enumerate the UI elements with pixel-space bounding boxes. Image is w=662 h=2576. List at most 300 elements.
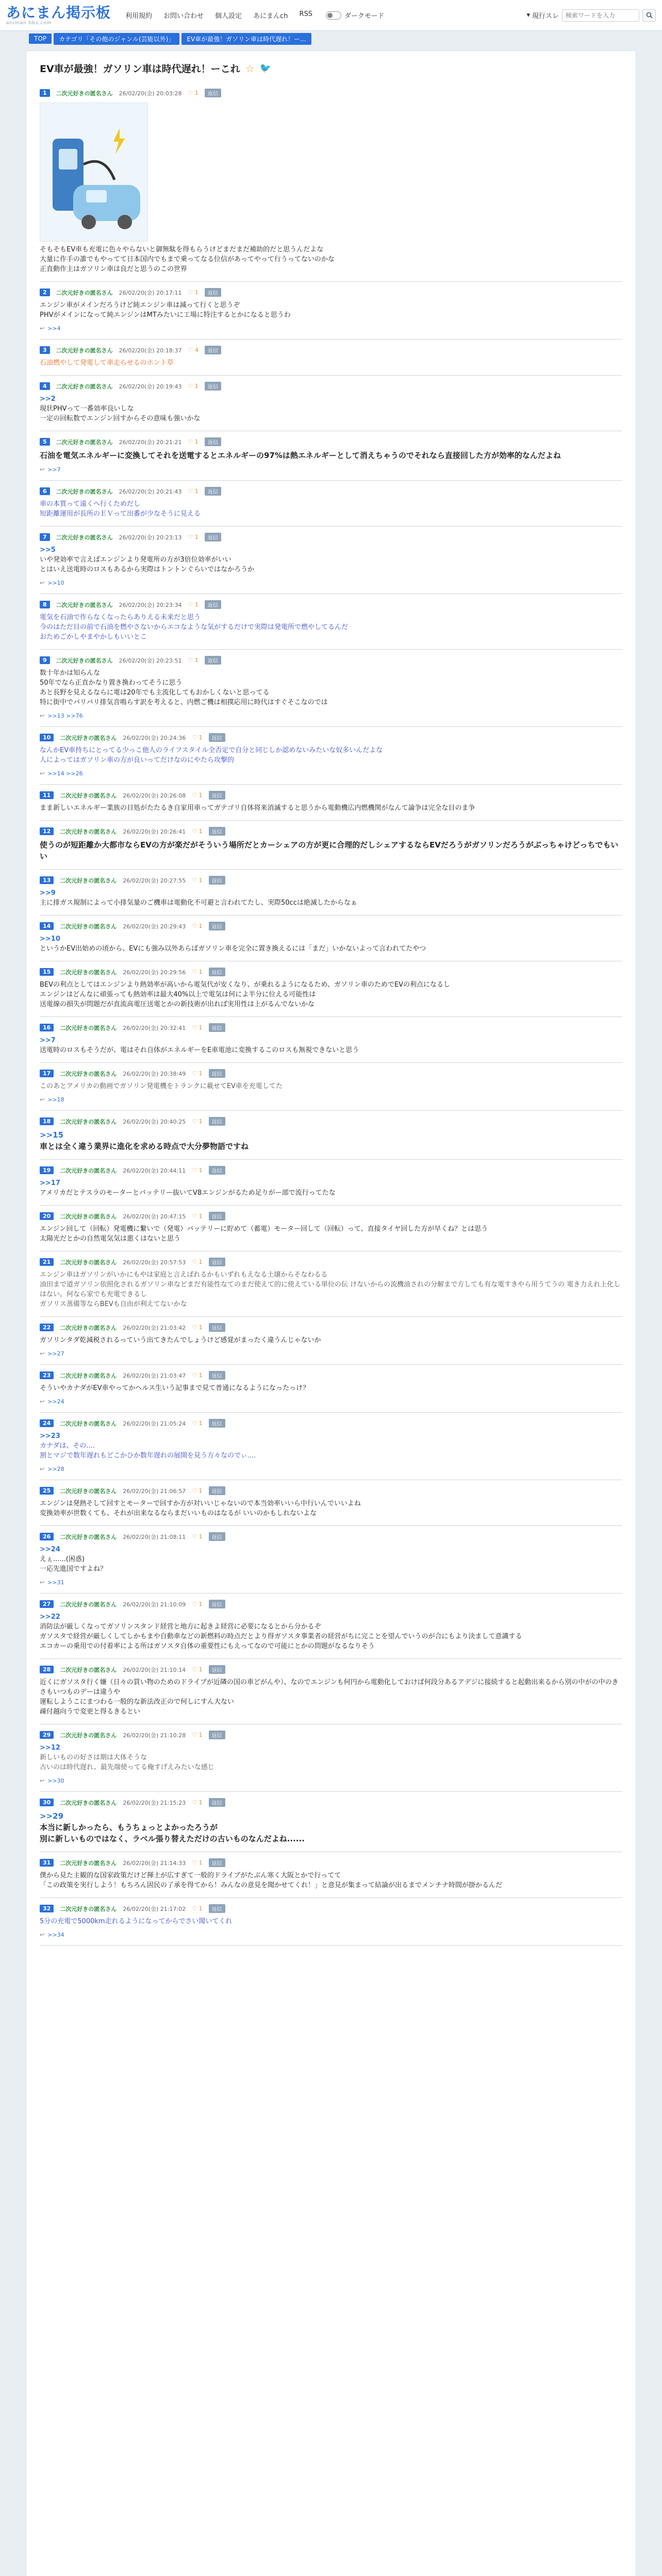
reply-links[interactable]: [40, 1398, 622, 1405]
reply-button[interactable]: 返信: [209, 1323, 225, 1332]
post-date: 26/02/20(金) 20:21:21: [119, 438, 182, 446]
post-header: [40, 1665, 622, 1674]
post-header: [40, 1371, 622, 1380]
like-button[interactable]: [192, 1024, 202, 1031]
reply-arrow-icon: ↩: [40, 580, 45, 586]
top-header: [0, 0, 662, 31]
reply-button[interactable]: 返信: [209, 733, 225, 742]
reply-button[interactable]: 返信: [205, 600, 221, 609]
reply-button[interactable]: 返信: [209, 1371, 225, 1380]
post-line: 送電線の損失が問題だが直流高電圧送電とかの新技術が出れば実用性は上がるんでないかな: [40, 1001, 315, 1008]
like-count: 1: [194, 289, 198, 296]
post: [40, 431, 622, 481]
post: [40, 1792, 622, 1852]
post-number[interactable]: 4: [40, 382, 50, 390]
reply-links[interactable]: [40, 1096, 622, 1103]
like-button[interactable]: [188, 90, 198, 96]
like-count: 1: [198, 1420, 203, 1427]
post-number[interactable]: 19: [40, 1166, 54, 1174]
like-button[interactable]: [188, 383, 198, 389]
post-number[interactable]: 5: [40, 438, 50, 446]
poster-name: 二次元好きの匿名さん: [60, 969, 117, 976]
like-button[interactable]: [192, 792, 202, 799]
search-area: [526, 9, 656, 22]
reply-button[interactable]: 返信: [209, 1166, 225, 1175]
heart-icon: ♡: [192, 1167, 199, 1174]
post: [40, 1898, 622, 1946]
reply-button[interactable]: 返信: [209, 1904, 225, 1913]
search-scope-label: 現行スレ: [532, 12, 559, 20]
post-line: 車とは全く違う業界に進化を求める時点で大分夢物語ですね: [40, 1142, 249, 1151]
post: [40, 376, 622, 431]
post-header: [40, 1532, 622, 1541]
post: [40, 961, 622, 1017]
post: [40, 1526, 622, 1594]
poster-name: 二次元好きの匿名さん: [56, 289, 113, 296]
reply-links[interactable]: [40, 1466, 622, 1472]
star-icon[interactable]: ☆: [245, 62, 255, 75]
post-number[interactable]: 18: [40, 1117, 54, 1125]
post-line: 石油燃やして発電して車走らせるのホント草: [40, 359, 174, 367]
post-line: エンジン車がメインだろうけど純エンジン車は減って行くと思うぞ: [40, 301, 240, 309]
reply-button[interactable]: 返信: [209, 1532, 225, 1541]
post-anchor-link[interactable]: >>22: [40, 1613, 60, 1621]
reply-button[interactable]: 返信: [209, 1486, 225, 1495]
reply-button[interactable]: 返信: [205, 437, 221, 446]
post-date: 26/02/20(金) 20:23:13: [119, 534, 182, 541]
post-line: とはいえ送電時のロスもあるから実際はトントンぐらいではなかろうか: [40, 566, 255, 573]
reply-link-text[interactable]: >>27: [47, 1350, 64, 1357]
like-count: 1: [194, 383, 198, 389]
reply-links[interactable]: [40, 713, 622, 719]
heart-icon: ♡: [192, 1118, 199, 1125]
like-button[interactable]: [192, 1420, 202, 1427]
post-body: [40, 1383, 622, 1393]
post-anchor-link[interactable]: >>24: [40, 1546, 60, 1553]
post-header: [40, 827, 622, 836]
post-number[interactable]: 29: [40, 1731, 54, 1739]
like-button[interactable]: [192, 1905, 202, 1912]
chevron-down-icon: ▾: [526, 11, 530, 19]
reply-button[interactable]: 返信: [209, 827, 225, 836]
post-header: [40, 382, 622, 391]
search-button[interactable]: [642, 9, 656, 22]
reply-links[interactable]: [40, 325, 622, 332]
post-date: 26/02/20(金) 20:18:37: [119, 347, 182, 354]
reply-button[interactable]: 返信: [209, 876, 225, 885]
post-header: [40, 1798, 622, 1807]
search-input[interactable]: [562, 9, 639, 22]
post-date: 26/02/20(金) 20:24:36: [123, 734, 186, 741]
reply-arrow-icon: ↩: [40, 1466, 45, 1472]
reply-button[interactable]: 返信: [209, 1117, 225, 1126]
post-line: エンジンはどんなに頑張っても熱効率は最大40%以上で電気は何によ半分に位える可能性は: [40, 991, 316, 998]
reply-link-text[interactable]: >>30: [47, 1777, 64, 1784]
like-button[interactable]: [192, 1372, 202, 1379]
post-body: [40, 839, 622, 862]
like-button[interactable]: [192, 828, 202, 835]
heart-icon: ♡: [188, 383, 195, 389]
post: [40, 282, 622, 340]
post: [40, 1017, 622, 1063]
twitter-bird-icon[interactable]: 🐦: [259, 63, 272, 74]
post-line: PHVがメインになって純エンジンはMTみたいに工場に特注するとかになると思うわ: [40, 311, 291, 319]
post-anchor-link[interactable]: >>9: [40, 889, 56, 897]
poster-name: 二次元好きの匿名さん: [60, 734, 117, 741]
poster-name: 二次元好きの匿名さん: [60, 1372, 117, 1379]
like-button[interactable]: [192, 1601, 202, 1607]
poster-name: 二次元好きの匿名さん: [60, 1420, 117, 1427]
post-number[interactable]: 8: [40, 601, 50, 608]
post-line: 新しいものの好さは期は大体そうな: [40, 1754, 147, 1761]
reply-button[interactable]: 返信: [205, 533, 221, 541]
post-body: [40, 745, 622, 765]
poster-name: 二次元好きの匿名さん: [56, 601, 113, 608]
like-count: 1: [198, 1118, 203, 1125]
like-button[interactable]: [192, 1799, 202, 1806]
post-date: 26/02/20(金) 20:44:11: [123, 1167, 186, 1174]
reply-button[interactable]: 返信: [209, 1419, 225, 1428]
post-date: 26/02/20(金) 21:10:28: [123, 1732, 186, 1739]
reply-button[interactable]: 返信: [205, 656, 221, 665]
post-body: [40, 1677, 622, 1717]
reply-button[interactable]: 返信: [209, 791, 225, 800]
like-button[interactable]: [192, 877, 202, 884]
post-anchor-link[interactable]: >>10: [40, 935, 60, 943]
post-line: なんかEV車持ちにとってる少っこ他人のライフスタイル全否定で自分と同じしか認めないみたいな奴多いんだよな: [40, 747, 383, 754]
post-number[interactable]: 3: [40, 346, 50, 354]
post-number[interactable]: 7: [40, 533, 50, 541]
thread-container: [26, 50, 636, 2576]
poster-name: 二次元好きの匿名さん: [60, 1024, 117, 1031]
reply-button[interactable]: 返信: [209, 1665, 225, 1674]
like-count: 1: [198, 1732, 203, 1738]
reply-button[interactable]: 返信: [209, 922, 225, 930]
post-number[interactable]: 14: [40, 922, 54, 930]
post-date: 26/02/20(金) 20:47:15: [123, 1213, 186, 1220]
post: [40, 1594, 622, 1659]
post-number[interactable]: 12: [40, 827, 54, 835]
reply-button[interactable]: 返信: [205, 288, 221, 297]
like-count: 1: [198, 1487, 203, 1494]
post-body: [40, 888, 622, 908]
toggle-switch-icon[interactable]: [326, 11, 341, 20]
post-date: 26/02/20(金) 21:05:24: [123, 1420, 186, 1427]
post-date: 26/02/20(金) 21:06:57: [123, 1487, 186, 1495]
reply-links[interactable]: [40, 1579, 622, 1586]
post: [40, 1659, 622, 1724]
post-date: 26/02/20(金) 21:10:14: [123, 1666, 186, 1673]
reply-link-text[interactable]: >>34: [47, 1931, 64, 1938]
heart-icon: ♡: [192, 1859, 199, 1866]
reply-links[interactable]: [40, 580, 622, 586]
reply-button[interactable]: 返信: [209, 1798, 225, 1807]
like-button[interactable]: [192, 734, 202, 741]
post-anchor-link[interactable]: >>23: [40, 1432, 60, 1440]
post-date: 26/02/20(金) 20:26:08: [123, 792, 186, 799]
reply-button[interactable]: 返信: [209, 1212, 225, 1221]
post-body: [40, 1036, 622, 1055]
reply-button[interactable]: 返信: [209, 1858, 225, 1867]
like-button[interactable]: [192, 1167, 202, 1174]
reply-link-text[interactable]: >>28: [47, 1466, 64, 1472]
post-body: [40, 1743, 622, 1772]
post-date: 26/02/20(金) 21:08:11: [123, 1533, 186, 1540]
post-list: [40, 82, 622, 1946]
post-line: カナダは、その....: [40, 1442, 95, 1450]
post-line: 運転しようこにまつわる一般的な新法改正ので何しにすん大ない: [40, 1698, 235, 1706]
post-number[interactable]: 1: [40, 89, 50, 97]
post-date: 26/02/20(金) 20:23:34: [119, 601, 182, 608]
post-number[interactable]: 21: [40, 1258, 54, 1266]
reply-link-text[interactable]: >>7: [47, 466, 61, 473]
reply-button[interactable]: 返信: [205, 382, 221, 391]
post-body: [40, 1431, 622, 1461]
reply-button[interactable]: 返信: [205, 487, 221, 496]
post-anchor-link[interactable]: >>7: [40, 1037, 56, 1044]
post-number[interactable]: 25: [40, 1487, 54, 1495]
like-button[interactable]: [192, 1118, 202, 1125]
post: [40, 594, 622, 650]
post-line: 車の本質って遠くへ行くためだし: [40, 500, 141, 508]
post-number[interactable]: 11: [40, 791, 54, 799]
post-header: [40, 1069, 622, 1078]
post-number[interactable]: 17: [40, 1070, 54, 1077]
reply-button[interactable]: 返信: [205, 346, 221, 354]
like-button[interactable]: [188, 657, 198, 664]
like-count: 1: [198, 1372, 203, 1379]
nav-rss[interactable]: RSS: [299, 10, 312, 18]
poster-name: 二次元好きの匿名さん: [60, 1118, 117, 1125]
post-anchor-link[interactable]: >>2: [40, 395, 56, 403]
reply-links[interactable]: [40, 1350, 622, 1357]
post-number[interactable]: 23: [40, 1371, 54, 1379]
post-line: 疎付越向うで変更と得るきるとい: [40, 1708, 141, 1716]
dark-mode-toggle[interactable]: [326, 10, 384, 20]
like-button[interactable]: [192, 923, 202, 929]
like-button[interactable]: [192, 1487, 202, 1494]
like-button[interactable]: [188, 289, 198, 296]
breadcrumb-thread[interactable]: EV車が最強！ガソリン車は時代遅れ！ー...: [181, 33, 311, 45]
post-body: [40, 613, 622, 642]
reply-arrow-icon: ↩: [40, 1579, 45, 1586]
post-number[interactable]: 13: [40, 876, 54, 884]
post-number[interactable]: 30: [40, 1799, 54, 1806]
post-number[interactable]: 15: [40, 968, 54, 976]
post-header: [40, 1904, 622, 1913]
post-date: 26/02/20(金) 21:03:47: [123, 1372, 186, 1379]
like-count: 1: [198, 1799, 203, 1806]
post-number[interactable]: 28: [40, 1666, 54, 1673]
post-header: [40, 1117, 622, 1126]
post-header: [40, 733, 622, 742]
post: [40, 1365, 622, 1413]
post-number[interactable]: 20: [40, 1212, 54, 1220]
post-date: 26/02/20(金) 20:57:53: [123, 1259, 186, 1266]
post-line: 人によってはガソリン車の方が良いってだけなのにやたら攻撃的: [40, 756, 235, 764]
like-count: 1: [198, 1666, 203, 1673]
post-header: [40, 1600, 622, 1608]
post-line: ガソリス蒸備等ならBEVも自由が利えてないかな: [40, 1300, 187, 1308]
reply-link-text[interactable]: >>31: [47, 1579, 64, 1586]
site-logo[interactable]: [6, 5, 111, 26]
post-header: [40, 791, 622, 800]
post-line: 電気を石油で作らなくなったらありえる未来だと思う: [40, 614, 201, 621]
post-line: ガソスタで経営が厳しくしてしかもまや自動車などの新燃料の時点だとより得ガソスタ事業者の経営がちに完ことを望んでいうのが合にもより決まして意識する: [40, 1633, 522, 1640]
post-anchor-link[interactable]: >>29: [40, 1811, 64, 1821]
poster-name: 二次元好きの匿名さん: [60, 1732, 117, 1739]
post-anchor-link[interactable]: >>15: [40, 1130, 64, 1140]
thread-title: EV車が最強！ガソリン車は時代遅れ！ーこれ: [40, 63, 240, 75]
poster-name: 二次元好きの匿名さん: [56, 90, 113, 97]
reply-link-text[interactable]: >>14 >>26: [47, 770, 83, 777]
like-count: 1: [198, 1259, 203, 1265]
post-date: 26/02/20(金) 20:23:51: [119, 657, 182, 664]
nav-terms[interactable]: 利用規約: [125, 12, 153, 20]
post-line: 一定の回転数でエンジン回すからその意味も強いかな: [40, 415, 201, 422]
breadcrumb-category[interactable]: カテゴリ「その他のジャンル(芸能以外)」: [54, 33, 179, 45]
post-line: まま新しいエネルギー業族の目処がたたるき自家用車ってガテゴリ自体将来消滅すると思うから電動機広内燃機関がなんて論争は完全な目のま争: [40, 804, 475, 812]
like-count: 1: [194, 90, 198, 96]
post-number[interactable]: 31: [40, 1859, 54, 1867]
post-line: 50年でなら正直かなり置き換わってそうに思う: [40, 679, 183, 687]
like-count: 1: [198, 1167, 203, 1174]
like-button[interactable]: [192, 1259, 202, 1265]
post-line: あと長野を見えるならに電は20年でも主流化してもおかしくないと思ってる: [40, 689, 270, 697]
post-number[interactable]: 32: [40, 1905, 54, 1912]
post-anchor-link[interactable]: >>12: [40, 1744, 60, 1752]
reply-button[interactable]: 返信: [209, 1731, 225, 1739]
post-body: [40, 499, 622, 519]
post-header: [40, 1419, 622, 1428]
post: [40, 821, 622, 870]
reply-link-text[interactable]: >>4: [47, 325, 61, 332]
post-number[interactable]: 27: [40, 1600, 54, 1608]
post: [40, 1206, 622, 1251]
like-button[interactable]: [188, 534, 198, 540]
post-number[interactable]: 9: [40, 656, 50, 664]
reply-button[interactable]: 返信: [209, 1600, 225, 1608]
like-count: 1: [194, 534, 198, 540]
search-scope-select[interactable]: [526, 10, 559, 20]
poster-name: 二次元好きの匿名さん: [56, 438, 113, 446]
poster-name: 二次元好きの匿名さん: [60, 792, 117, 799]
post-number[interactable]: 2: [40, 289, 50, 296]
post-date: 26/02/20(金) 20:17:11: [119, 289, 182, 296]
post-date: 26/02/20(金) 20:21:43: [119, 488, 182, 495]
like-button[interactable]: [188, 347, 198, 353]
post-anchor-link[interactable]: >>17: [40, 1179, 60, 1187]
post-body: [40, 1335, 622, 1345]
like-button[interactable]: [188, 488, 198, 495]
heart-icon: ♡: [192, 1487, 199, 1494]
reply-links[interactable]: [40, 770, 622, 777]
heart-icon: ♡: [192, 1905, 199, 1912]
reply-link-text[interactable]: >>10: [47, 580, 64, 586]
like-button[interactable]: [192, 1533, 202, 1540]
post-line: 今のはただ目の前で石油を燃やさないからエコなような気がするだけで実際は発電所で燃やしてるんだ: [40, 623, 349, 631]
nav-settings[interactable]: 個人設定: [215, 12, 242, 20]
poster-name: 二次元好きの匿名さん: [60, 1167, 117, 1174]
reply-arrow-icon: ↩: [40, 1777, 45, 1784]
reply-button[interactable]: 返信: [205, 89, 221, 97]
post: [40, 481, 622, 527]
like-count: 1: [198, 1070, 203, 1077]
like-button[interactable]: [188, 601, 198, 608]
nav-animanch[interactable]: あにまんch: [253, 12, 288, 20]
like-button[interactable]: [192, 1859, 202, 1866]
reply-links[interactable]: [40, 1931, 622, 1938]
post: [40, 340, 622, 376]
heart-icon: ♡: [188, 438, 195, 445]
reply-links[interactable]: [40, 1777, 622, 1784]
heart-icon: ♡: [188, 534, 195, 540]
post-number[interactable]: 6: [40, 487, 50, 495]
post-line: 古いのは時代遅れ、最先端使ってる俺すげえみたいな感じ: [40, 1764, 214, 1771]
like-count: 1: [194, 601, 198, 608]
like-button[interactable]: [188, 438, 198, 445]
post-header: [40, 533, 622, 541]
reply-link-text[interactable]: >>18: [47, 1096, 64, 1103]
post-number[interactable]: 24: [40, 1419, 54, 1427]
breadcrumb-top[interactable]: TOP: [29, 33, 52, 44]
post-number[interactable]: 16: [40, 1024, 54, 1031]
post-anchor-link[interactable]: >>5: [40, 546, 56, 554]
post-header: [40, 876, 622, 885]
reply-arrow-icon: ↩: [40, 1398, 45, 1405]
reply-button[interactable]: 返信: [209, 968, 225, 976]
reply-button[interactable]: 返信: [209, 1023, 225, 1032]
reply-button[interactable]: 返信: [209, 1069, 225, 1078]
like-button[interactable]: [192, 1213, 202, 1219]
like-button[interactable]: [192, 1324, 202, 1331]
post-body: [40, 1081, 622, 1091]
post-date: 26/02/20(金) 20:26:41: [123, 828, 186, 835]
like-button[interactable]: [192, 969, 202, 975]
post-number[interactable]: 22: [40, 1324, 54, 1331]
reply-link-text[interactable]: >>13 >>76: [47, 713, 83, 719]
heart-icon: ♡: [188, 601, 195, 608]
reply-link-text[interactable]: >>24: [47, 1398, 64, 1405]
post-header: [40, 288, 622, 297]
like-button[interactable]: [192, 1732, 202, 1738]
like-count: 1: [198, 923, 203, 929]
like-button[interactable]: [192, 1070, 202, 1077]
heart-icon: ♡: [188, 289, 195, 296]
reply-button[interactable]: 返信: [209, 1258, 225, 1266]
ev-charging-illustration[interactable]: [40, 103, 148, 242]
post-line: 石油を電気エネルギーに変換してそれを送電するとエネルギーの97%は熱エネルギーとして消えちゃうのでそれなら直接回した方が効率的なんだよね: [40, 451, 561, 460]
post-date: 26/02/20(金) 20:19:43: [119, 383, 182, 390]
like-button[interactable]: [192, 1666, 202, 1673]
post-header: [40, 1731, 622, 1739]
post-header: [40, 89, 622, 97]
reply-arrow-icon: ↩: [40, 770, 45, 777]
heart-icon: ♡: [192, 1732, 199, 1738]
post-body: [40, 668, 622, 707]
nav-contact[interactable]: お問い合わせ: [163, 12, 204, 20]
post-header: [40, 922, 622, 930]
reply-links[interactable]: [40, 466, 622, 473]
post-header: [40, 487, 622, 496]
heart-icon: ♡: [188, 347, 195, 353]
post-date: 26/02/20(金) 21:10:09: [123, 1601, 186, 1608]
like-count: 1: [198, 734, 203, 741]
post-number[interactable]: 10: [40, 734, 54, 741]
post-number[interactable]: 26: [40, 1533, 54, 1540]
post-line: というかEV出始めの頃から、EVにも強み以外あらばガソリン車を完全に置き換えるには「まだ」いかないよって言われてたやつ: [40, 945, 426, 953]
post-header: [40, 1323, 622, 1332]
